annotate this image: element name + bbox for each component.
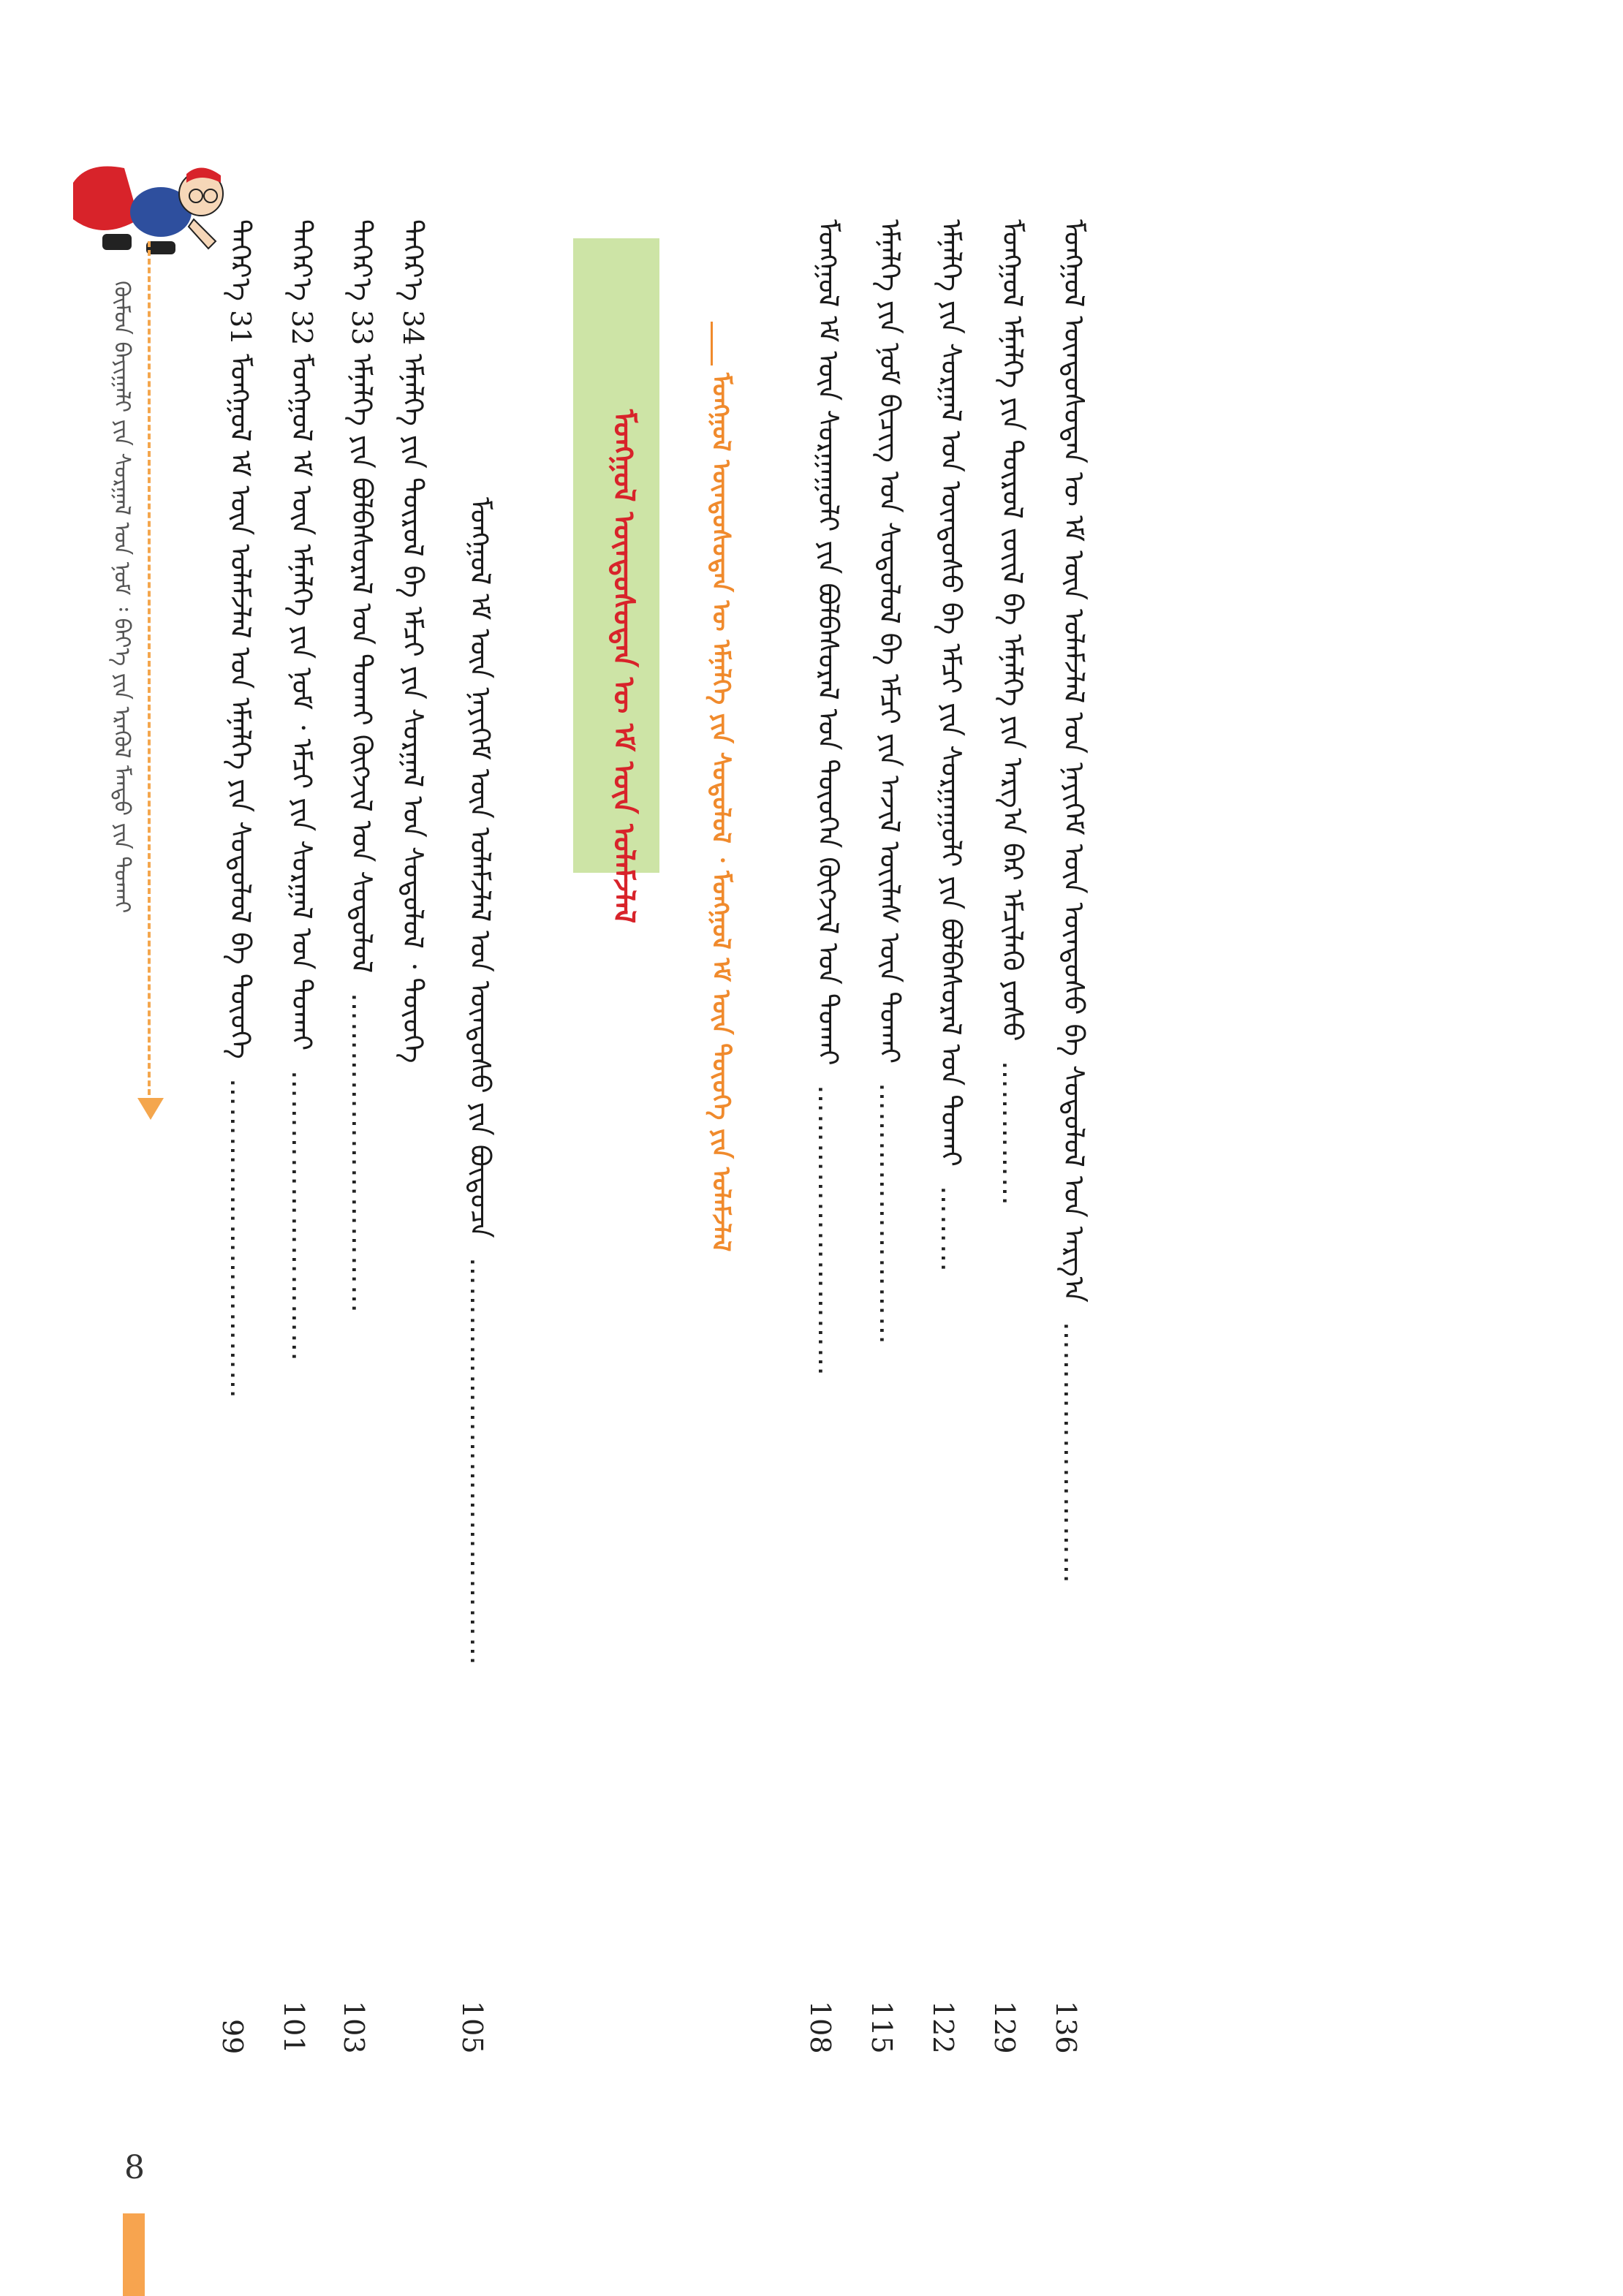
- toc-entry-text: ᠮᠣᠩᠭᠣᠯ ᠡᠮᠨᠡᠯᠭᠡ ᠶᠢᠨ ᠲᠦᠷᠦᠯ ᠵᠦᠢᠯ ᠪᠠ ᠡᠮᠨᠡᠯᠭᠡ ᠶᠢᠨ ᠠᠷᠭ᠎ᠠ ᠪᠠᠷ ᠡᠮᠴᠢᠯᠡᠬᠦ ᠶᠣᠰᠣ: [996, 219, 1029, 1042]
- toc-dot-leader: ……………………………: [224, 1078, 257, 1401]
- toc-entry[interactable]: [866, 219, 906, 2054]
- toc-entry[interactable]: [927, 219, 967, 2054]
- toc-entry-page: 129: [988, 2001, 1021, 2054]
- toc-dot-leader: ………………………: [874, 1083, 906, 1346]
- toc-entry-text: ᠮᠣᠩᠭᠣᠯ ᠡᠮ ᠦᠨ ᠡᠮᠨᠡᠯᠭᠡ ᠶᠢᠨ ᠨᠣᠮ ᠂ ᠡᠮᠴᠢ ᠶᠢᠨ ᠰᠤᠷᠭᠠᠯ ᠤᠨ ᠲᠤᠬᠠᠢ: [286, 354, 318, 1051]
- header-dashed-rule: [148, 241, 151, 1104]
- subtitle-dash: [711, 322, 713, 365]
- toc-entry-page: 115: [866, 2001, 898, 2054]
- toc-entry[interactable]: [1050, 219, 1090, 2054]
- toc-entry[interactable]: [456, 497, 496, 2054]
- toc-entry-text: ᠡᠮᠨᠡᠯᠭᠡ ᠶᠢᠨ ᠪᠣᠯᠪᠠᠰᠤᠷᠠᠯ ᠤᠨ ᠲᠤᠬᠠᠢ ᠬᠥᠭᠵᠢᠯ ᠤᠨ ᠰᠤᠳᠤᠯᠤᠯ: [346, 354, 378, 974]
- toc-entry-prefix: ᠳᠡᠭᠡᠷ᠎ᠡ 34: [397, 219, 429, 346]
- toc-dot-leader: ………………………: [1058, 1322, 1090, 1585]
- toc-dot-leader: ………: [935, 1186, 967, 1274]
- toc-entry-page: 101: [278, 2001, 310, 2054]
- toc-entry[interactable]: [988, 219, 1029, 2054]
- toc-entry-text: ᠡᠮᠨᠡᠯᠭᠡ ᠶᠢᠨ ᠰᠤᠷᠭᠠᠯ ᠤᠨ ᠦᠨᠳᠦᠰᠦ ᠪᠠ ᠡᠮᠴᠢ ᠶᠢᠨ ᠰᠤᠷᠭᠠᠭᠤᠯᠢ ᠶᠢᠨ ᠪᠣᠯᠪᠠᠰᠤᠷᠠᠯ ᠤᠨ ᠲᠤᠬᠠᠢ: [935, 219, 967, 1167]
- toc-dot-leader: ……………………………: [346, 992, 378, 1314]
- page-number: 8: [124, 2149, 145, 2186]
- toc-entry-prefix: ᠳᠡᠭᠡᠷ᠎ᠡ 33: [346, 219, 378, 346]
- toc-dot-leader: ……………………………………: [464, 1257, 496, 1667]
- toc-entry-text: ᠡᠮᠨᠡᠯᠭᠡ ᠶᠢᠨ ᠨᠣᠮ ᠪᠢᠴᠢᠭ ᠤᠨ ᠰᠤᠳᠤᠯᠤᠯ ᠪᠠ ᠡᠮᠴᠢ ᠶᠢᠨ ᠠᠵᠢᠯ ᠦᠢᠯᠡᠰ ᠦᠨ ᠲᠤᠬᠠᠢ: [874, 219, 906, 1064]
- toc-dot-leader: …………………………: [286, 1069, 318, 1363]
- toc-entry-page: 99: [216, 2018, 249, 2054]
- toc-entry-prefix: ᠳᠡᠭᠡᠷ᠎ᠡ 32: [286, 219, 318, 346]
- toc-entry-page: 108: [804, 2001, 836, 2054]
- toc-entry[interactable]: [338, 219, 378, 2054]
- flying-boy-mascot-icon: [58, 132, 227, 278]
- toc-entry-page: 103: [338, 2001, 370, 2054]
- toc-dot-leader: ……………: [996, 1060, 1029, 1207]
- toc-entry[interactable]: [804, 219, 844, 2054]
- section-title: ᠮᠣᠩᠭᠣᠯ ᠦᠨᠳᠦᠰᠦᠲᠡᠨ ᠦ ᠡᠮ ᠦᠨ ᠤᠯᠠᠮᠵᠯᠠᠯ: [607, 409, 640, 924]
- section-subtitle: ᠮᠣᠩᠭᠣᠯ ᠦᠨᠳᠦᠰᠦᠲᠡᠨ ᠦ ᠡᠮᠨᠡᠯᠭᠡ ᠶᠢᠨ ᠰᠤᠳᠤᠯᠤᠯ ᠂ ᠮᠣᠩᠭᠣᠯ ᠡᠮ ᠦᠨ ᠲᠦᠦᠬᠡ ᠶᠢᠨ ᠤᠯᠠᠮᠵᠯᠠᠯ: [706, 373, 735, 1252]
- toc-entry[interactable]: [216, 219, 257, 2054]
- toc-entry[interactable]: [389, 219, 429, 2054]
- toc-entry-text: ᠡᠮᠨᠡᠯᠭᠡ ᠶᠢᠨ ᠲᠦᠷᠦᠯ ᠪᠠ ᠡᠮᠴᠢ ᠶᠢᠨ ᠰᠤᠷᠭᠠᠯ ᠤᠨ ᠰᠤᠳᠤᠯᠤᠯ ᠂ ᠲᠦᠦᠬᠡ: [397, 354, 429, 1064]
- toc-entry-text: ᠮᠣᠩᠭᠣᠯ ᠡᠮ ᠦᠨ ᠨᠡᠶᠢᠭᠡᠮ ᠦᠨ ᠤᠯᠠᠮᠵᠯᠠᠯ ᠤᠨ ᠦᠨᠳᠦᠰᠦ ᠶᠢᠨ ᠪᠦᠲᠦᠴᠡ: [464, 497, 496, 1238]
- toc-entry-text: ᠮᠣᠩᠭᠣᠯ ᠡᠮ ᠦᠨ ᠤᠯᠠᠮᠵᠯᠠᠯ ᠤᠨ ᠡᠮᠨᠡᠯᠭᠡ ᠶᠢᠨ ᠰᠤᠳᠤᠯᠤᠯ ᠪᠠ ᠲᠦᠦᠬᠡ: [224, 354, 257, 1060]
- toc-entry-text: ᠮᠣᠩᠭᠣᠯ ᠡᠮ ᠦᠨ ᠰᠤᠷᠭᠠᠭᠤᠯᠢ ᠶᠢᠨ ᠪᠣᠯᠪᠠᠰᠤᠷᠠᠯ ᠤᠨ ᠲᠦᠦᠬᠡᠨ ᠬᠥᠭᠵᠢᠯ ᠤᠨ ᠲᠤᠬᠠᠢ: [812, 219, 844, 1066]
- header-arrow-icon: [137, 1098, 164, 1120]
- toc-entry-text: ᠮᠣᠩᠭᠣᠯ ᠦᠨᠳᠦᠰᠦᠲᠡᠨ ᠦ ᠡᠮ ᠦᠨ ᠤᠯᠠᠮᠵᠯᠠᠯ ᠤᠨ ᠨᠡᠶᠢᠭᠡᠮ ᠦᠨ ᠦᠨᠳᠦᠰᠦ ᠪᠠ ᠰᠤᠳᠤᠯᠤᠯ ᠤᠨ ᠠᠷᠭ᠎ᠠ: [1058, 219, 1090, 1303]
- toc-entry-prefix: ᠳᠡᠭᠡᠷ᠎ᠡ 31: [224, 219, 257, 346]
- toc-entry-page: 105: [456, 2001, 488, 2054]
- toc-entry-page: 136: [1050, 2001, 1082, 2054]
- toc-entry[interactable]: [278, 219, 318, 2054]
- toc-entry-page: 122: [927, 2001, 959, 2054]
- running-header: ᠬᠦᠮᠦᠨ ᠪᠠᠶᠢᠭᠠᠯᠢ ᠶᠢᠨ ᠰᠤᠷᠭᠠᠯ ᠤᠨ ᠨᠣᠮ ᠄ ᠪᠡᠶ᠎ᠡ ᠶᠢᠨ ᠡᠷᠡᠭᠦᠯ ᠮᠡᠨᠳᠦ ᠶᠢᠨ ᠲᠤᠬᠠᠢ: [109, 281, 135, 914]
- toc-dot-leader: …………………………: [812, 1084, 844, 1377]
- corner-tab: [123, 2213, 145, 2296]
